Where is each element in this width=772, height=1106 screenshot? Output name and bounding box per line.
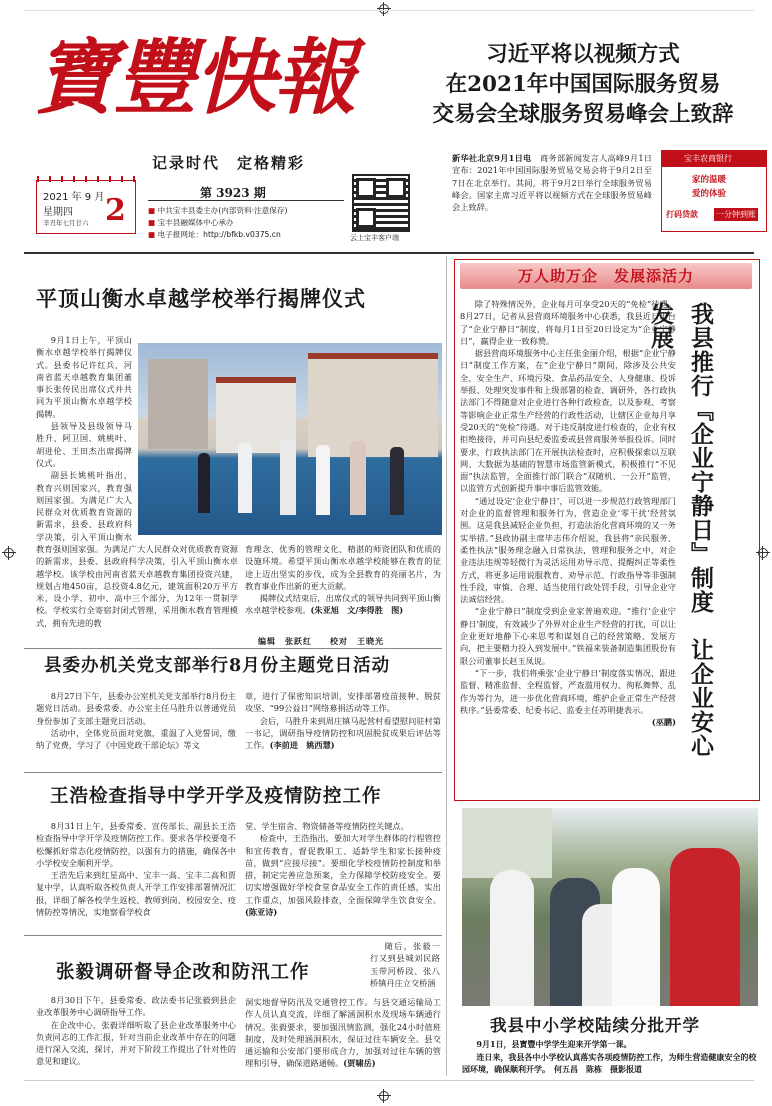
party-text-col1: 8月27日下午，县委办公室机关党支部举行8月份主题党日活动。县委常委、办公室主任马胜升以普通党员身份参加了支部主题党日活动。 活动中，全体党员面对党旗，重温了入党誓词，缴纳了党费，学习了《中国党政干部论坛》等文 <box>36 691 236 751</box>
wanhu-vertical-title: 我县推行『企业宁静日』制度 让企业安心发展 <box>647 302 714 758</box>
party-text-col2: 章，进行了保密知识培训，安排部署疫苗接种、脱贫攻坚、“99公益日”网络募捐活动等工作。 会后，马胜升来到周庄镇马起营村看望慰问驻村第一书记，调研指导疫情防控和巩固脱贫成果后评估等工作。(李前进 姚西慧) <box>245 691 441 751</box>
publisher-list <box>148 205 287 241</box>
lead-story-text: 新华社北京9月1日电 商务部新闻发言人高峰9月1日宣布：2021年中国国际服务贸易交易会将于9月2日至7日在北京举行。其间，将于9月2日举行全球服务贸易峰会。国家主席习近平将以视频方式在全球服务贸易峰会上致辞。 <box>452 153 652 213</box>
date-block <box>36 180 136 234</box>
issue-number: 第 3923 期 <box>200 186 266 200</box>
school-text-col1b: 教育强则国家强。为满足广大人民群众对优质教育资源的新需求，县委、县政府科学决策，引入平顶山衡水卓越学校。该学校由河南省蓝天卓越教育集团投资兴建，规划占地450亩，总投资4.8亿元，建筑面积20万平方米，设小学、初中、高中三个部分，为12年一贯制学校。学校实行全寄宿封闭式管理，采用衡水教育管理模式，拥有先进的教 <box>36 544 238 628</box>
school-ceremony-photo <box>138 343 442 535</box>
flood-text-col2: 随后，张毅一行又到县城刘民路玉带河桥段、张八桥镇丹庄立交桥涵 <box>370 941 440 988</box>
kaixue-text: 9月1日，县寳豐中学学生迎来开学第一课。 连日来，我县各中小学校认真落实各项疫情防控工作，为师生营造健康安全的校园环境，确保顺利开学。 何五昌 陈栋 摄影报道 <box>462 1039 757 1074</box>
lead-headline: 习近平将以视频方式 在2021年中国国际服务贸易 交易会全球服务贸易峰会上致辞 <box>432 42 734 127</box>
registration-mark <box>377 1089 391 1103</box>
school-text-col2: 育理念、优秀的管理文化、精湛的师资团队和优质的设施环境。希望平顶山衡水卓越学校能够在教育的征途上迈出坚实的步伐，成为全县教育的亮丽名片，为教育事业作出新的更大贡献。 揭牌仪式结束后，出席仪式的领导共同到平顶山衡水卓越学校参观。(朱亚旭 文/李得胜 图) <box>245 544 441 616</box>
registration-mark <box>377 2 391 16</box>
inspection-text-col1: 8月31日上午，县委常委、宣传部长、副县长王浩检查指导中学开学及疫情防控工作。要求各学校要毫不松懈抓好常态化疫情防控，以强有力的措施，确保各中小学校安全顺利开学。 王浩先后来到红星高中、宝丰一高、宝丰二高和贾复中学，认真听取各校负责人开学工作安排部署情况汇报，详细了解各校学生返校、教师到岗、校园安全、疫情防控等情况，实地察看学校食 <box>36 821 236 918</box>
flood-text-col1: 8月30日下午，县委常委、政法委书记张毅到县企业改革服务中心调研指导工作。 在企改中心，张毅详细听取了县企业改革服务中心负责同志的工作汇报，针对当前企业改革中存在的问题进行深入交流，探讨，并对下阶段工作提出了针对性的意见和建议。 <box>36 995 236 1067</box>
registration-mark <box>2 546 16 560</box>
ad-right-button: 一分钟到账 <box>716 210 756 219</box>
kaixue-headline: 我县中小学校陆续分批开学 <box>490 1016 700 1035</box>
flood-text-col3: 洞实地督导防汛及交通管控工作。与县交通运输局工作人员认真交流，详细了解涵洞积水及现场车辆通行情况。张毅要求，要加强汛情监测，强化24小时值班制度，及时处理涵洞积水，保证过往车辆安全。县交通运输和公安部门要形成合力，加强对过往车辆的管理和引导，确保道路通畅。(贾啸岳) <box>245 997 441 1069</box>
ad-left-button: 打码贷款 <box>666 210 698 219</box>
wanhu-text: 除了特殊情况外，企业每月可享受20天的“免检”待遇。8月27日，记者从县营商环境服务中心获悉，我县近日出台了“企业宁静日”制度，将每月1日至20日设定为“企业宁静日”，赢得企业一致称赞。 据县营商环境服务中心主任张金丽介绍，根据“企业宁静日”制度工作方案，在“企业宁静日”期间，除涉及公共安全、安全生产、环境污染、食品药品安全、人身健康、投诉举报、处理突发事件和上级部署的检查、调研外，各行政执法部门不得随意对企业进行各种行政检查，以及参观、考察等影响企业正常生产经营的行政性活动，让辖区企业每月享受20天的“免检”待遇。对于违反制度进行检查的，企业有权拒绝接待，并可向县纪委监委或县营商服务举报投诉。同时要求，行政执法部门在开展执法检查时，应积极探索以互联网、大数据为基础的智慧市场监管新模式，积极推行“不见面”执法监管，全面推行部门联合“双随机、一公开”监管，以监管方式创新提升事中事后监管效能。 “通过设定‘企业宁静日’，可以进一步规范行政管理部门对企业的监督管理和服务行为，营造企业‘零干扰’经营氛围。这是我县减轻企业负担，打造法治化营商环境的又一务实举措。”县政协副主席毕志伟介绍说，我县将“亲民服务、柔性执法”服务理念融入日常执法，管理和服务之中，对企业违法违规等轻微行为灵活运用劝导示范、提醒纠正等柔性方式，将更多运用说服教育、劝导示范、行政指导等非强制性手段，审慎、合理、适当使用行政处罚手段，引导企业守法诚信经营。 “企业宁静日”制度受到企业家普遍欢迎。“推行‘企业宁静日’制度，有效减少了外界对企业生产经营的打扰，可以让企业更好地静下心来思考和谋划自己的经营策略、发展方向，把主要精力投入到发展中。”铁福来装备制造集团股份有限公司董事长赵玉凤说。 “下一步，我们将乘张‘企业宁静日’制度落实情况，跟进监督、精准监督、全程监督，严查滥用权力、徇私舞弊、乱作为等行为，进一步优化营商环境，维护企业正常生产经营秩序。”县委常委、纪委书记、监委主任苏明捷表示。 (巫鹏) <box>460 299 676 728</box>
school-text-col1: 9月1日上午，平顶山衡水卓越学校举行揭牌仪式。县委书记许红兵，河南省蓝天卓越教育集团董事长张传民出席仪式并共同为平顶山衡水卓越学校揭牌。 县领导及县级领导马胜升、阿卫国、姚桃叶、胡进伦、王田杰出席揭牌仪式。 副县长姚桃叶指出，教育兴则国家兴，教育强则国家强。为满足广大人民群众对优质教育资源的新需求，县委、县政府科学决策，引入平顶山衡水 <box>36 335 132 542</box>
ad-line2: 爱的体验 <box>692 189 727 199</box>
date-weekday: 星期四 <box>43 207 73 218</box>
qr-code[interactable] <box>352 174 410 232</box>
masthead-logo: 寶豐快報 <box>34 30 354 126</box>
school-editor-line: 编辑 张跃红 校对 王晓光 <box>258 636 384 646</box>
publisher-item: ■ 宝丰县融媒体中心承办 <box>148 218 234 227</box>
date-year-month: 2021 年 9 月 <box>43 192 105 203</box>
kaixue-photo <box>462 808 758 1006</box>
flood-headline: 张毅调研督导企改和防汛工作 <box>56 962 310 983</box>
bank-name: 宝丰农商银行 <box>684 154 732 163</box>
date-day: 2 <box>105 193 126 228</box>
wanhu-banner: 万人助万企 发展添活力 <box>460 263 752 289</box>
party-headline: 县委办机关党支部举行8月份主题党日活动 <box>44 656 391 676</box>
bank-ad[interactable] <box>661 150 767 232</box>
masthead-slogan: 记录时代 定格精彩 <box>152 154 306 172</box>
qr-caption: 云上宝丰客户端 <box>350 234 399 242</box>
publisher-item: ■ 电子报网址：http://bfkb.v0375.cn <box>148 230 281 239</box>
date-lunar: 辛丑年七月廿六 <box>43 219 89 227</box>
school-headline: 平顶山衡水卓越学校举行揭牌仪式 <box>36 286 366 311</box>
inspection-text-col2: 堂、学生宿舍、物资储备等疫情防控关键点。 检查中，王浩指出，要加大对学生群体的行程管控和宣传教育，督促教职工、适龄学生和家长接种疫苗，做到“应接尽接”。要细化学校疫情防控制度和举措，制定完善应急预案，全力保障学校防疫安全。要切实增强做好学校食堂食品安全工作的责任感，实出工作重点，加强风险排查，全面保障学生饮食安全。(陈亚诗) <box>245 821 441 918</box>
publisher-item: ■ 中共宝丰县委主办(内部资料·注意保存) <box>148 206 288 215</box>
ad-line1: 家的温暖 <box>692 175 727 185</box>
inspection-headline: 王浩检查指导中学开学及疫情防控工作 <box>50 786 382 807</box>
